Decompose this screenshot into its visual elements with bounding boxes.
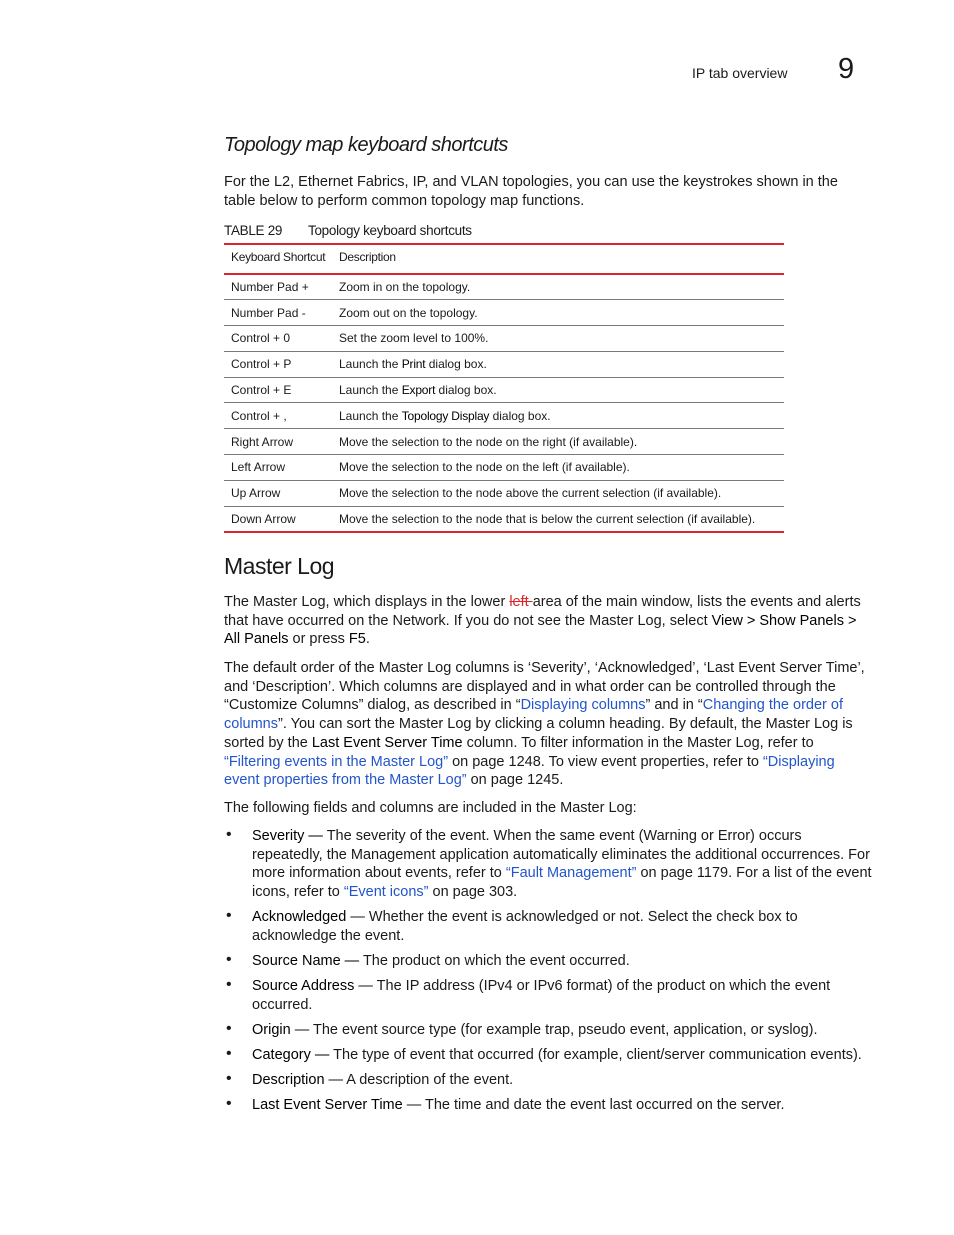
- description-cell: Set the zoom level to 100%.: [332, 326, 784, 352]
- shortcuts-table: [224, 243, 784, 533]
- description-cell: Zoom out on the topology.: [332, 300, 784, 326]
- section-heading: Topology map keyboard shortcuts: [224, 134, 508, 156]
- table-row: [224, 300, 784, 326]
- link-event-properties[interactable]: “Displaying event properties from the Master Log”: [224, 753, 835, 789]
- shortcut-cell: Control + E: [224, 377, 332, 403]
- fields-list: [224, 827, 872, 1121]
- master-log-paragraph-2: The default order of the Master Log columns is ‘Severity’, ‘Acknowledged’, ‘Last Event Server Time’, and ‘Description’. Which columns are displayed and in what order can be controlled through the “Customize Columns” dialog, as described in “Displaying columns” and in “Changing the order of columns”. You can sort the Master Log by clicking a column heading. By default, the Master Log is sorted by the Last Event Server Time column. To filter information in the Master Log, refer to “Filtering events in the Master Log” on page 1248. To view event properties, refer to “Displaying event properties from the Master Log” on page 1245.: [224, 660, 865, 789]
- link-fault-management[interactable]: “Fault Management”: [505, 865, 637, 882]
- list-item: • Description — A description of the event.: [226, 1069, 514, 1088]
- shortcut-cell: Down Arrow: [224, 506, 332, 532]
- shortcut-cell: Up Arrow: [224, 480, 332, 506]
- description-cell: Move the selection to the node on the left (if available).: [332, 455, 784, 481]
- list-item: • Source Address — The IP address (IPv4 or IPv6 format) of the product on which the event occurred.: [226, 975, 831, 1013]
- shortcut-cell: Control + ,: [224, 403, 332, 429]
- list-item: • Category — The type of event that occurred (for example, client/server communication events).: [226, 1044, 862, 1063]
- description-cell: Launch the Export dialog box.: [332, 377, 784, 403]
- table-row: [224, 326, 784, 352]
- menu-path: View > Show Panels > All Panels: [224, 612, 857, 648]
- table-row: [224, 506, 784, 532]
- description-cell: Launch the Print dialog box.: [332, 351, 784, 377]
- shortcut-cell: Control + P: [224, 351, 332, 377]
- bullet-icon: •: [226, 1044, 232, 1062]
- table-row: [224, 480, 784, 506]
- shortcut-cell: Number Pad +: [224, 274, 332, 300]
- list-item: • Severity — The severity of the event. When the same event (Warning or Error) occurs repeatedly, the Management application automatically eliminates the additional occurrences. For more information about events, refer to “Fault Management” on page 1179. For a list of the event icons, refer to “Event icons” on page 303.: [226, 826, 872, 901]
- table-caption-title: Topology keyboard shortcuts: [308, 223, 472, 238]
- running-header-section: IP tab overview: [692, 65, 788, 81]
- ui-column-name: Last Event Server Time: [311, 734, 463, 751]
- link-changing-column-order[interactable]: Changing the order of columns: [224, 697, 843, 733]
- description-cell: Zoom in on the topology.: [332, 274, 784, 300]
- bullet-icon: •: [226, 1094, 232, 1112]
- column-header-shortcut: Keyboard Shortcut: [224, 244, 332, 274]
- bullet-icon: •: [226, 1019, 232, 1037]
- shortcut-cell: Control + 0: [224, 326, 332, 352]
- description-cell: Move the selection to the node that is below the current selection (if available).: [332, 506, 784, 532]
- bullet-icon: •: [226, 950, 232, 968]
- key-name: F5: [348, 631, 366, 648]
- shortcut-cell: Number Pad -: [224, 300, 332, 326]
- list-item: • Origin — The event source type (for example trap, pseudo event, application, or syslog).: [226, 1019, 818, 1038]
- list-item: • Acknowledged — Whether the event is acknowledged or not. Select the check box to acknowledge the event.: [226, 907, 798, 944]
- master-log-paragraph-3: The following fields and columns are included in the Master Log:: [224, 800, 637, 816]
- link-event-icons[interactable]: “Event icons”: [343, 884, 429, 901]
- description-cell: Launch the Topology Display dialog box.: [332, 403, 784, 429]
- link-filtering-events[interactable]: “Filtering events in the Master Log”: [224, 753, 449, 770]
- list-item: • Source Name — The product on which the event occurred.: [226, 950, 630, 969]
- master-log-heading: Master Log: [224, 553, 335, 579]
- chapter-number: 9: [838, 53, 855, 85]
- description-cell: Move the selection to the node above the current selection (if available).: [332, 480, 784, 506]
- master-log-paragraph-1: The Master Log, which displays in the lower left area of the main window, lists the events and alerts that have occurred on the Network. If you do not see the Master Log, select View > Show Panels > All Panels or press F5.: [224, 594, 861, 648]
- bullet-icon: •: [226, 907, 232, 925]
- table-caption-number: TABLE 29: [224, 223, 283, 238]
- bullet-icon: •: [226, 1069, 232, 1087]
- bullet-icon: •: [226, 975, 232, 993]
- table-row: [224, 455, 784, 481]
- shortcut-cell: Right Arrow: [224, 429, 332, 455]
- table-row: [224, 274, 784, 300]
- description-cell: Move the selection to the node on the right (if available).: [332, 429, 784, 455]
- list-item: • Last Event Server Time — The time and date the event last occurred on the server.: [226, 1094, 785, 1113]
- table-row: [224, 429, 784, 455]
- link-displaying-columns[interactable]: Displaying columns: [520, 697, 646, 714]
- shortcut-cell: Left Arrow: [224, 455, 332, 481]
- table-row: [224, 377, 784, 403]
- table-row: [224, 351, 784, 377]
- table-row: [224, 403, 784, 429]
- column-header-description: Description: [332, 244, 784, 274]
- table-header-row: [224, 244, 784, 274]
- struck-text: left: [509, 594, 533, 610]
- bullet-icon: •: [226, 826, 232, 843]
- intro-paragraph: For the L2, Ethernet Fabrics, IP, and VLAN topologies, you can use the keystrokes shown in the table below to perform common topology map functions.: [224, 174, 838, 209]
